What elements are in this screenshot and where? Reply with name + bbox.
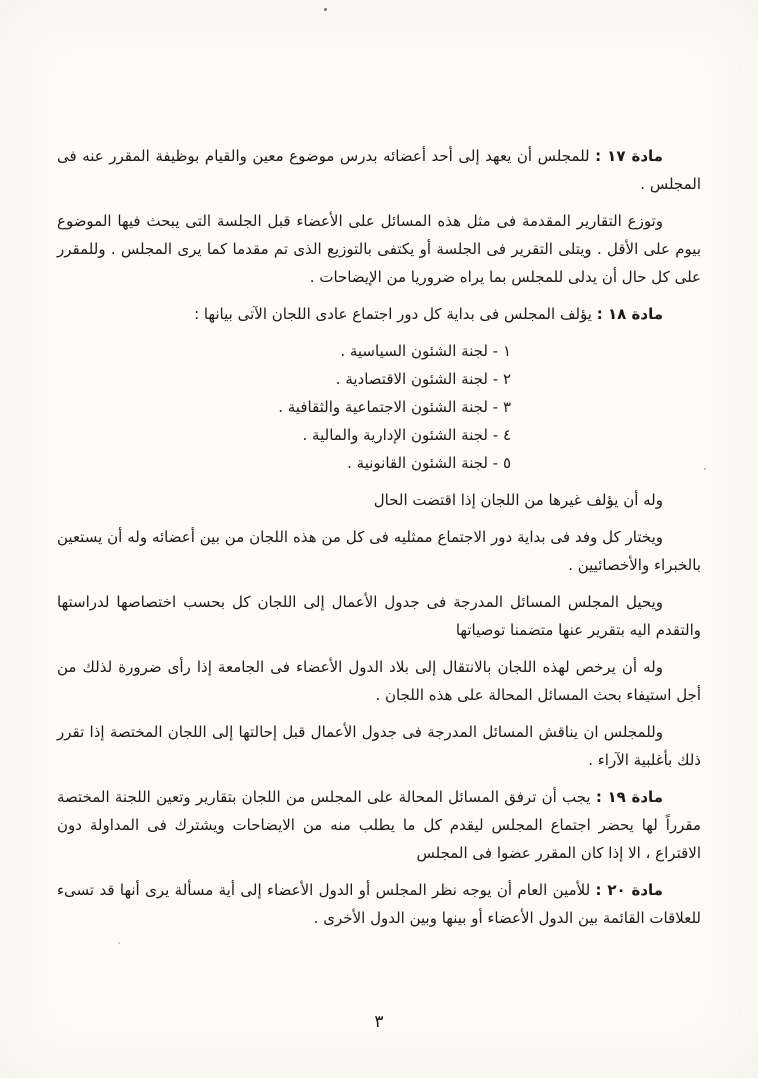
article-20-text: للأمين العام أن يوجه نظر المجلس أو الدول الأعضاء إلى أية مسألة يرى أنها قد تسىء للعلاقات القائمة بين الدول الأعضاء أو بينها وبين الدول الأخرى . [57, 881, 701, 927]
paragraph-delegation-representatives-text: ويختار كل وفد فى بداية دور الاجتماع ممثليه فى كل من هذه اللجان من بين أعضائه وله أن يستعين بالخبراء والأخصائيين . [57, 528, 701, 574]
article-18-text: يؤلف المجلس فى بداية كل دور اجتماع عادى اللجان الآتى بيانها : [194, 305, 592, 323]
scan-speck [704, 468, 706, 470]
article-20 [57, 876, 701, 932]
paragraph-discussion-before-referral-text: وللمجلس ان يناقش المسائل المدرجة فى جدول الأعمال قبل إحالتها إلى اللجان المختصة إذا تقرر ذلك بأغلبية الآراء . [57, 723, 701, 769]
committee-list-item: ٥ - لجنة الشئون القانونية . [347, 454, 511, 472]
paragraph-delegation-representatives [57, 523, 701, 579]
paragraph-report-distribution [57, 207, 701, 291]
document-text [57, 138, 701, 941]
paragraph-report-distribution-text: وتوزع التقارير المقدمة فى مثل هذه المسائل على الأعضاء قبل الجلسة التى يبحث فيها الموضوع بيوم على الأقل . ويتلى التقرير فى الجلسة أو يكتفى بالتوزيع الذى تم مقدما كما يرى المجلس . وللمقرر على كل حال أن يدلى للمجلس بما يراه ضروريا من الإيضاحات . [57, 212, 701, 286]
paragraph-committee-travel-text: وله أن يرخص لهذه اللجان بالانتقال إلى بلاد الدول الأعضاء فى الجامعة إذا رأى ضرورة لذلك من أجل استيفاء بحث المسائل المحالة على هذه اللجان . [57, 658, 701, 704]
article-17-label: مادة ١٧ : [595, 147, 663, 165]
article-18 [57, 300, 701, 328]
paragraph-discussion-before-referral [57, 718, 701, 774]
paragraph-referral-to-committees-text: ويحيل المجلس المسائل المدرجة فى جدول الأعمال إلى اللجان كل بحسب اختصاصها لدراستها والتقدم اليه بتقرير عنها متضمنا توصياتها [57, 593, 701, 639]
article-19-label: مادة ١٩ : [595, 788, 663, 806]
article-19 [57, 783, 701, 867]
page-number: ٣ [374, 1012, 384, 1032]
article-17-text: للمجلس أن يعهد إلى أحد أعضائه بدرس موضوع معين والقيام بوظيفة المقرر عنه فى المجلس . [57, 147, 701, 193]
paragraph-committee-travel [57, 653, 701, 709]
article-19-text: يجب أن ترفق المسائل المحالة على المجلس من اللجان بتقارير وتعين اللجنة المختصة مقرراً لها يحضر اجتماع المجلس ليقدم كل ما يطلب منه من الايضاحات ويشترك فى المداولة دون الاقتراع ، الا إذا كان المقرر عضوا فى المجلس [57, 788, 701, 862]
committee-list-item: ٢ - لجنة الشئون الاقتصادية . [335, 370, 511, 388]
committee-list-item: ٣ - لجنة الشئون الاجتماعية والثقافية . [278, 398, 511, 416]
paragraph-other-committees-text: وله أن يؤلف غيرها من اللجان إذا اقتضت الحال [373, 491, 663, 509]
committee-list-item: ٤ - لجنة الشئون الإدارية والمالية . [302, 426, 511, 444]
committee-list-item: ١ - لجنة الشئون السياسية . [340, 342, 511, 360]
paragraph-other-committees [57, 486, 701, 514]
paragraph-referral-to-committees [57, 588, 701, 644]
article-17 [57, 142, 701, 198]
scan-speck [118, 942, 120, 944]
article-20-label: مادة ٢٠ : [595, 881, 663, 899]
article-18-label: مادة ١٨ : [596, 305, 663, 323]
committee-list [57, 337, 701, 477]
scan-speck [324, 8, 327, 11]
